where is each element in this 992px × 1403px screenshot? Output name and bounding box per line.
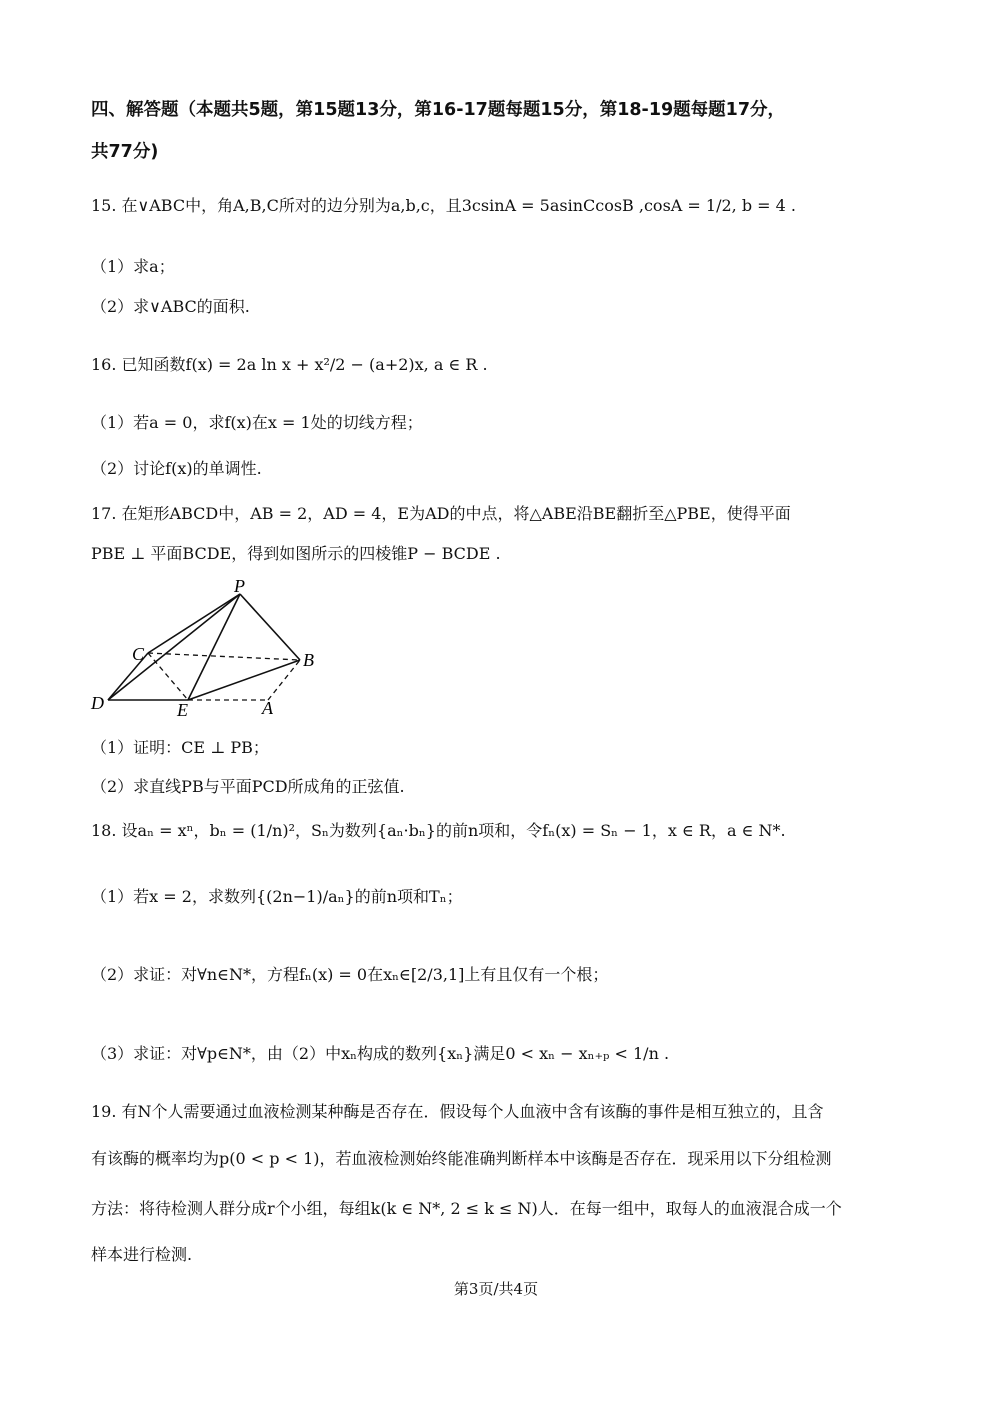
q16-part2: （2）讨论f(x)的单调性. <box>91 459 262 478</box>
label-a: A <box>262 698 273 718</box>
label-p: P <box>234 576 245 596</box>
q19-line4: 样本进行检测. <box>91 1245 193 1264</box>
section-heading-line1: 四、解答题（本题共5题，第15题13分，第16-17题每题15分，第18-19题每题17分， <box>91 100 786 120</box>
q17-part2: （2）求直线PB与平面PCD所成角的正弦值. <box>91 777 405 796</box>
pyramid-figure <box>86 574 326 724</box>
label-e: E <box>177 700 188 720</box>
q17-stem-line1: 17. 在矩形ABCD中，AB = 2，AD = 4，E为AD的中点，将△ABE沿BE翻折至△PBE，使得平面 <box>91 504 791 523</box>
q18-part1: （1）若x = 2，求数列{(2n−1)/aₙ}的前n项和Tₙ； <box>91 887 463 906</box>
q19-line2: 有该酶的概率均为p(0 < p < 1)，若血液检测始终能准确判断样本中该酶是否存在．现采用以下分组检测 <box>91 1149 832 1168</box>
q16-part1: （1）若a = 0，求f(x)在x = 1处的切线方程； <box>91 413 423 432</box>
q19-line1: 19. 有N个人需要通过血液检测某种酶是否存在．假设每个人血液中含有该酶的事件是相互独立的，且含 <box>91 1102 824 1121</box>
q19-line3: 方法：将待检测人群分成r个小组，每组k(k ∈ N*, 2 ≤ k ≤ N)人．在每一组中，取每人的血液混合成一个 <box>91 1199 842 1218</box>
label-d: D <box>91 693 104 713</box>
q16-stem: 16. 已知函数f(x) = 2a ln x + x²/2 − (a+2)x, a ∈ R . <box>91 355 488 374</box>
q18-part2: （2）求证：对∀n∈N*，方程fₙ(x) = 0在xₙ∈[2/3,1]上有且仅有一个根； <box>91 965 609 984</box>
q15-part1: （1）求a； <box>91 257 175 276</box>
q18-part3: （3）求证：对∀p∈N*，由（2）中xₙ构成的数列{xₙ}满足0 < xₙ − xₙ₊ₚ < 1/n . <box>91 1044 670 1063</box>
q15-stem: 15. 在∨ABC中，角A,B,C所对的边分别为a,b,c，且3csinA = 5asinCcosB ,cosA = 1/2, b = 4 . <box>91 196 797 215</box>
q17-stem-line2: PBE ⊥ 平面BCDE，得到如图所示的四棱锥P − BCDE . <box>91 544 501 563</box>
q18-stem: 18. 设aₙ = xⁿ，bₙ = (1/n)²，Sₙ为数列{aₙ·bₙ}的前n项和，令fₙ(x) = Sₙ − 1，x ∈ R，a ∈ N*. <box>91 821 786 840</box>
q15-part2: （2）求∨ABC的面积. <box>91 297 250 316</box>
page-footer: 第3页/共4页 <box>453 1280 539 1298</box>
label-c: C <box>132 644 145 664</box>
section-heading-line2: 共77分) <box>91 142 159 162</box>
label-b: B <box>303 650 314 670</box>
q17-part1: （1）证明：CE ⊥ PB； <box>91 738 269 757</box>
